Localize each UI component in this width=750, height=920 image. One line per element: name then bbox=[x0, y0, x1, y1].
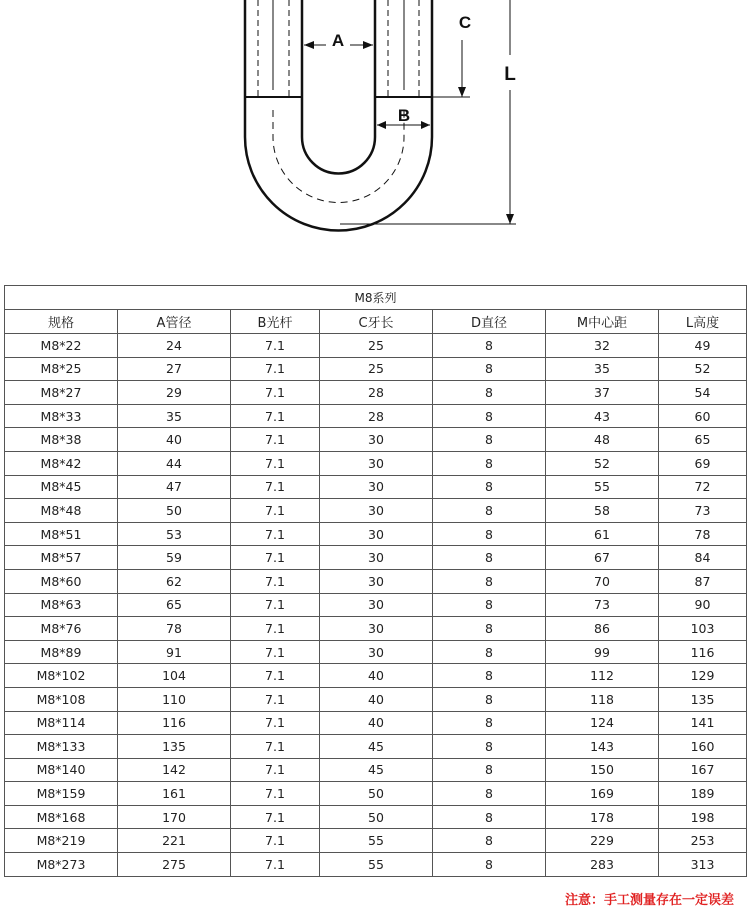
cell-m: 118 bbox=[546, 687, 659, 711]
cell-spec: M8*159 bbox=[5, 782, 118, 806]
cell-l: 141 bbox=[659, 711, 747, 735]
cell-d: 8 bbox=[433, 664, 546, 688]
cell-spec: M8*219 bbox=[5, 829, 118, 853]
cell-d: 8 bbox=[433, 829, 546, 853]
cell-l: 72 bbox=[659, 475, 747, 499]
cell-a: 221 bbox=[118, 829, 231, 853]
cell-l: 49 bbox=[659, 334, 747, 358]
header-b: B光杆 bbox=[231, 310, 320, 334]
header-d: D直径 bbox=[433, 310, 546, 334]
cell-d: 8 bbox=[433, 782, 546, 806]
cell-d: 8 bbox=[433, 593, 546, 617]
cell-m: 283 bbox=[546, 853, 659, 877]
cell-a: 116 bbox=[118, 711, 231, 735]
cell-d: 8 bbox=[433, 805, 546, 829]
cell-b: 7.1 bbox=[231, 357, 320, 381]
cell-d: 8 bbox=[433, 711, 546, 735]
cell-spec: M8*51 bbox=[5, 522, 118, 546]
cell-d: 8 bbox=[433, 569, 546, 593]
cell-l: 90 bbox=[659, 593, 747, 617]
cell-d: 8 bbox=[433, 381, 546, 405]
cell-c: 25 bbox=[320, 357, 433, 381]
cell-c: 30 bbox=[320, 522, 433, 546]
table-row bbox=[5, 664, 747, 688]
cell-b: 7.1 bbox=[231, 805, 320, 829]
table-row bbox=[5, 593, 747, 617]
cell-b: 7.1 bbox=[231, 829, 320, 853]
cell-spec: M8*140 bbox=[5, 758, 118, 782]
cell-d: 8 bbox=[433, 499, 546, 523]
cell-c: 40 bbox=[320, 687, 433, 711]
table-row bbox=[5, 357, 747, 381]
cell-b: 7.1 bbox=[231, 404, 320, 428]
cell-d: 8 bbox=[433, 475, 546, 499]
table-row bbox=[5, 711, 747, 735]
cell-b: 7.1 bbox=[231, 428, 320, 452]
cell-a: 65 bbox=[118, 593, 231, 617]
cell-a: 110 bbox=[118, 687, 231, 711]
cell-spec: M8*76 bbox=[5, 617, 118, 641]
label-l: L bbox=[504, 64, 516, 85]
cell-spec: M8*25 bbox=[5, 357, 118, 381]
header-l: L高度 bbox=[659, 310, 747, 334]
cell-spec: M8*27 bbox=[5, 381, 118, 405]
cell-m: 169 bbox=[546, 782, 659, 806]
cell-c: 25 bbox=[320, 334, 433, 358]
cell-b: 7.1 bbox=[231, 664, 320, 688]
cell-d: 8 bbox=[433, 735, 546, 759]
table-row bbox=[5, 499, 747, 523]
cell-c: 28 bbox=[320, 381, 433, 405]
cell-m: 37 bbox=[546, 381, 659, 405]
u-bolt-diagram bbox=[0, 0, 750, 270]
cell-l: 167 bbox=[659, 758, 747, 782]
cell-b: 7.1 bbox=[231, 451, 320, 475]
cell-b: 7.1 bbox=[231, 569, 320, 593]
cell-c: 28 bbox=[320, 404, 433, 428]
cell-a: 35 bbox=[118, 404, 231, 428]
cell-a: 78 bbox=[118, 617, 231, 641]
cell-m: 58 bbox=[546, 499, 659, 523]
cell-b: 7.1 bbox=[231, 782, 320, 806]
cell-d: 8 bbox=[433, 522, 546, 546]
table-row bbox=[5, 735, 747, 759]
cell-b: 7.1 bbox=[231, 381, 320, 405]
cell-c: 30 bbox=[320, 569, 433, 593]
header-a: A管径 bbox=[118, 310, 231, 334]
cell-c: 30 bbox=[320, 546, 433, 570]
table-row bbox=[5, 451, 747, 475]
right-leg bbox=[375, 0, 432, 97]
cell-m: 35 bbox=[546, 357, 659, 381]
cell-d: 8 bbox=[433, 617, 546, 641]
cell-c: 55 bbox=[320, 829, 433, 853]
cell-l: 160 bbox=[659, 735, 747, 759]
cell-spec: M8*102 bbox=[5, 664, 118, 688]
cell-a: 59 bbox=[118, 546, 231, 570]
cell-d: 8 bbox=[433, 758, 546, 782]
cell-l: 73 bbox=[659, 499, 747, 523]
table-row bbox=[5, 782, 747, 806]
cell-spec: M8*273 bbox=[5, 853, 118, 877]
cell-b: 7.1 bbox=[231, 546, 320, 570]
cell-c: 40 bbox=[320, 664, 433, 688]
table-row bbox=[5, 522, 747, 546]
cell-d: 8 bbox=[433, 853, 546, 877]
cell-a: 161 bbox=[118, 782, 231, 806]
cell-c: 40 bbox=[320, 711, 433, 735]
cell-a: 27 bbox=[118, 357, 231, 381]
cell-m: 150 bbox=[546, 758, 659, 782]
cell-a: 62 bbox=[118, 569, 231, 593]
label-c: C bbox=[458, 13, 472, 32]
cell-a: 104 bbox=[118, 664, 231, 688]
left-leg bbox=[245, 0, 302, 97]
cell-m: 61 bbox=[546, 522, 659, 546]
cell-m: 43 bbox=[546, 404, 659, 428]
cell-m: 48 bbox=[546, 428, 659, 452]
cell-spec: M8*57 bbox=[5, 546, 118, 570]
cell-b: 7.1 bbox=[231, 640, 320, 664]
cell-a: 29 bbox=[118, 381, 231, 405]
cell-l: 198 bbox=[659, 805, 747, 829]
cell-a: 47 bbox=[118, 475, 231, 499]
table-row bbox=[5, 569, 747, 593]
cell-a: 53 bbox=[118, 522, 231, 546]
table-row bbox=[5, 805, 747, 829]
cell-m: 55 bbox=[546, 475, 659, 499]
cell-a: 275 bbox=[118, 853, 231, 877]
cell-a: 135 bbox=[118, 735, 231, 759]
table-row bbox=[5, 758, 747, 782]
table-row bbox=[5, 687, 747, 711]
header-spec: 规格 bbox=[5, 310, 118, 334]
cell-d: 8 bbox=[433, 546, 546, 570]
table-row bbox=[5, 617, 747, 641]
cell-b: 7.1 bbox=[231, 522, 320, 546]
cell-b: 7.1 bbox=[231, 853, 320, 877]
cell-b: 7.1 bbox=[231, 475, 320, 499]
cell-m: 112 bbox=[546, 664, 659, 688]
cell-b: 7.1 bbox=[231, 593, 320, 617]
table-row bbox=[5, 853, 747, 877]
cell-spec: M8*168 bbox=[5, 805, 118, 829]
cell-l: 253 bbox=[659, 829, 747, 853]
cell-d: 8 bbox=[433, 334, 546, 358]
table-row bbox=[5, 546, 747, 570]
cell-l: 84 bbox=[659, 546, 747, 570]
cell-m: 52 bbox=[546, 451, 659, 475]
cell-a: 44 bbox=[118, 451, 231, 475]
cell-a: 91 bbox=[118, 640, 231, 664]
table-row bbox=[5, 404, 747, 428]
cell-spec: M8*108 bbox=[5, 687, 118, 711]
table-row bbox=[5, 829, 747, 853]
dimension-c bbox=[432, 13, 471, 97]
cell-a: 24 bbox=[118, 334, 231, 358]
cell-spec: M8*22 bbox=[5, 334, 118, 358]
cell-a: 50 bbox=[118, 499, 231, 523]
cell-d: 8 bbox=[433, 404, 546, 428]
cell-c: 45 bbox=[320, 735, 433, 759]
cell-spec: M8*63 bbox=[5, 593, 118, 617]
cell-l: 135 bbox=[659, 687, 747, 711]
table-row bbox=[5, 381, 747, 405]
cell-m: 32 bbox=[546, 334, 659, 358]
dimension-a bbox=[304, 30, 373, 52]
cell-m: 67 bbox=[546, 546, 659, 570]
cell-l: 52 bbox=[659, 357, 747, 381]
cell-b: 7.1 bbox=[231, 617, 320, 641]
cell-spec: M8*33 bbox=[5, 404, 118, 428]
cell-spec: M8*133 bbox=[5, 735, 118, 759]
cell-d: 8 bbox=[433, 357, 546, 381]
cell-spec: M8*42 bbox=[5, 451, 118, 475]
cell-spec: M8*89 bbox=[5, 640, 118, 664]
cell-spec: M8*114 bbox=[5, 711, 118, 735]
cell-b: 7.1 bbox=[231, 735, 320, 759]
cell-b: 7.1 bbox=[231, 758, 320, 782]
cell-b: 7.1 bbox=[231, 334, 320, 358]
cell-l: 189 bbox=[659, 782, 747, 806]
cell-l: 129 bbox=[659, 664, 747, 688]
cell-m: 73 bbox=[546, 593, 659, 617]
cell-spec: M8*45 bbox=[5, 475, 118, 499]
header-m: M中心距 bbox=[546, 310, 659, 334]
cell-m: 99 bbox=[546, 640, 659, 664]
table-row bbox=[5, 428, 747, 452]
cell-l: 78 bbox=[659, 522, 747, 546]
cell-c: 30 bbox=[320, 640, 433, 664]
cell-d: 8 bbox=[433, 451, 546, 475]
cell-l: 87 bbox=[659, 569, 747, 593]
cell-a: 170 bbox=[118, 805, 231, 829]
cell-m: 229 bbox=[546, 829, 659, 853]
spec-table bbox=[4, 285, 747, 877]
cell-m: 178 bbox=[546, 805, 659, 829]
label-a: A bbox=[331, 31, 345, 50]
table-row bbox=[5, 334, 747, 358]
cell-c: 30 bbox=[320, 451, 433, 475]
cell-spec: M8*60 bbox=[5, 569, 118, 593]
cell-b: 7.1 bbox=[231, 711, 320, 735]
cell-c: 55 bbox=[320, 853, 433, 877]
cell-d: 8 bbox=[433, 428, 546, 452]
label-b: B bbox=[397, 106, 411, 125]
cell-d: 8 bbox=[433, 687, 546, 711]
cell-a: 40 bbox=[118, 428, 231, 452]
cell-l: 60 bbox=[659, 404, 747, 428]
cell-l: 69 bbox=[659, 451, 747, 475]
table-header-row bbox=[5, 310, 747, 334]
cell-l: 65 bbox=[659, 428, 747, 452]
table-title-row bbox=[5, 286, 747, 310]
header-c: C牙长 bbox=[320, 310, 433, 334]
cell-l: 313 bbox=[659, 853, 747, 877]
cell-m: 86 bbox=[546, 617, 659, 641]
cell-c: 30 bbox=[320, 499, 433, 523]
cell-c: 30 bbox=[320, 428, 433, 452]
table-row bbox=[5, 475, 747, 499]
cell-spec: M8*48 bbox=[5, 499, 118, 523]
table-title: M8系列 bbox=[5, 286, 747, 310]
cell-c: 50 bbox=[320, 782, 433, 806]
table-row bbox=[5, 640, 747, 664]
cell-spec: M8*38 bbox=[5, 428, 118, 452]
measurement-note: 注意：手工测量存在一定误差 bbox=[564, 893, 734, 908]
cell-b: 7.1 bbox=[231, 687, 320, 711]
cell-c: 50 bbox=[320, 805, 433, 829]
cell-m: 70 bbox=[546, 569, 659, 593]
cell-m: 143 bbox=[546, 735, 659, 759]
cell-b: 7.1 bbox=[231, 499, 320, 523]
cell-c: 30 bbox=[320, 593, 433, 617]
dimension-l bbox=[340, 0, 516, 224]
cell-a: 142 bbox=[118, 758, 231, 782]
cell-l: 54 bbox=[659, 381, 747, 405]
cell-c: 45 bbox=[320, 758, 433, 782]
cell-l: 103 bbox=[659, 617, 747, 641]
cell-m: 124 bbox=[546, 711, 659, 735]
cell-c: 30 bbox=[320, 617, 433, 641]
cell-c: 30 bbox=[320, 475, 433, 499]
cell-d: 8 bbox=[433, 640, 546, 664]
cell-l: 116 bbox=[659, 640, 747, 664]
